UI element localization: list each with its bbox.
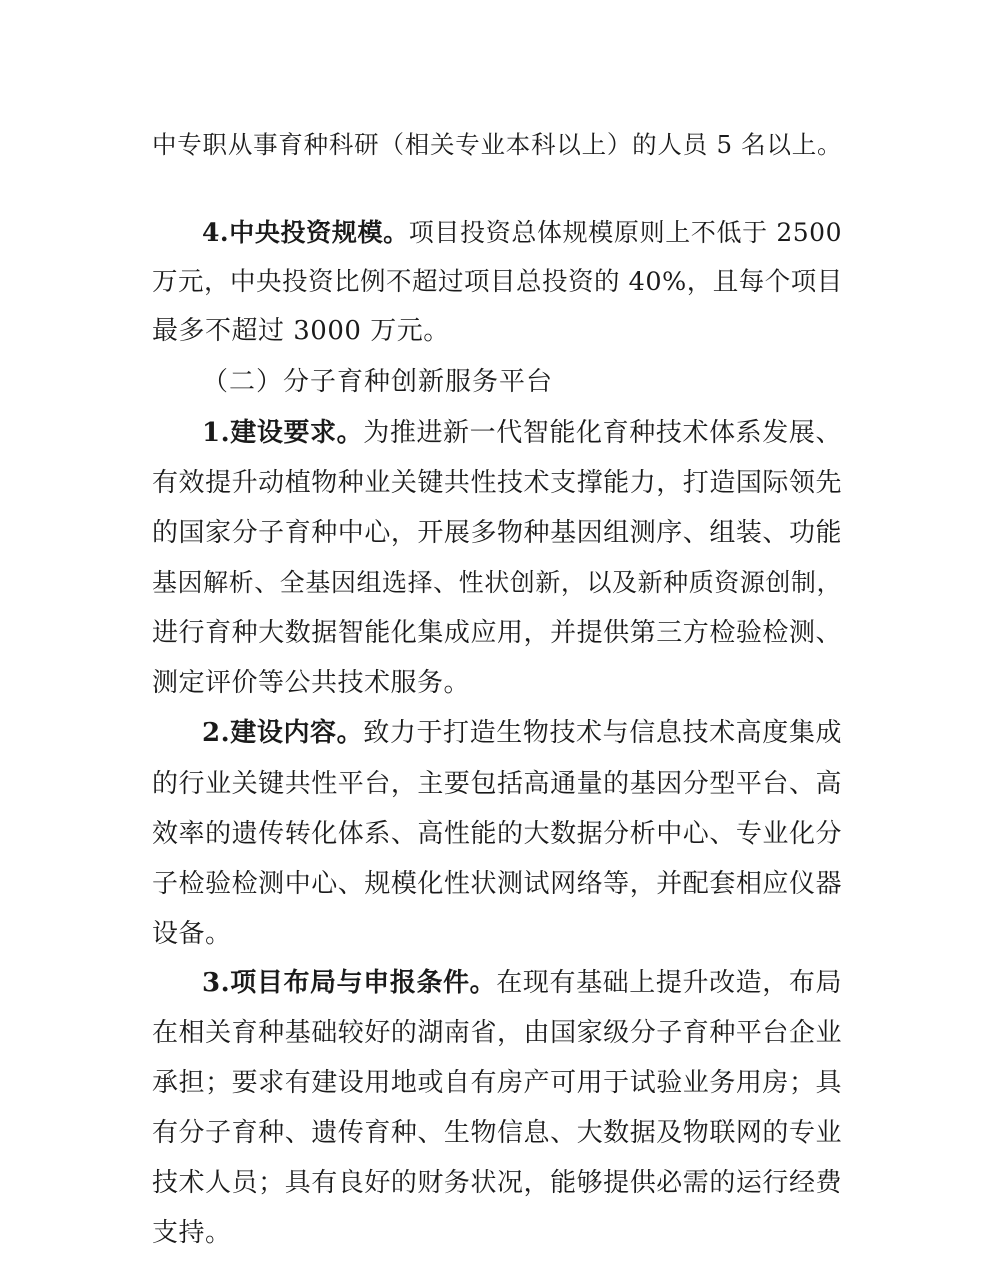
section4-line-2 [152, 265, 842, 299]
para1-line-4 [152, 566, 842, 600]
para3-text: 支持。 [152, 1218, 232, 1248]
para2-line-3 [152, 817, 842, 851]
para3-line-1 [202, 966, 842, 1000]
para3-line-2 [152, 1016, 842, 1050]
para1-line-1 [202, 416, 842, 450]
para1-line-2 [152, 466, 842, 500]
para3-line-5 [152, 1166, 842, 1200]
para2-line-4 [152, 867, 842, 901]
para1-text: 有效提升动植物种业关键共性技术支撑能力，打造国际领先 [152, 468, 842, 498]
section4-text: 项目投资总体规模原则上不低于 2500 [408, 218, 842, 247]
para3-text: 承担；要求有建设用地或自有房产可用于试验业务用房；具 [152, 1068, 842, 1098]
para1-line-5 [152, 616, 842, 650]
para1-text: 基因解析、全基因组选择、性状创新，以及新种质资源创制， [152, 568, 842, 597]
para3-line-6 [152, 1216, 232, 1250]
para3-heading: 3.项目布局与申报条件。 [202, 968, 497, 998]
para3-text: 有分子育种、遗传育种、生物信息、大数据及物联网的专业 [152, 1118, 842, 1148]
para1-text: 为推进新一代智能化育种技术体系发展、 [363, 418, 842, 448]
section4-text: 万元，中央投资比例不超过项目总投资的 40%，且每个项目 [152, 267, 843, 297]
para2-line-5 [152, 917, 232, 951]
para2-text: 子检验检测中心、规模化性状测试网络等，并配套相应仪器 [152, 869, 842, 899]
section4-line-1 [202, 216, 842, 250]
para2-text: 设备。 [152, 919, 232, 949]
para3-text: 技术人员；具有良好的财务状况，能够提供必需的运行经费 [152, 1168, 842, 1198]
section4-line-3 [152, 314, 450, 348]
para3-line-4 [152, 1116, 842, 1150]
para3-text: 在相关育种基础较好的湖南省，由国家级分子育种平台企业 [152, 1018, 842, 1048]
para1-line-3 [152, 516, 842, 550]
para1-line-6 [152, 666, 470, 700]
para1-text: 的国家分子育种中心，开展多物种基因组测序、组装、功能 [152, 518, 842, 548]
para2-heading: 2.建设内容。 [202, 718, 364, 748]
para2-line-1 [202, 716, 842, 750]
para3-text: 在现有基础上提升改造，布局 [496, 968, 842, 998]
para2-text: 致力于打造生物技术与信息技术高度集成 [363, 718, 842, 748]
section4-heading: 4.中央投资规模。 [202, 218, 409, 247]
para1-text: 进行育种大数据智能化集成应用，并提供第三方检验检测、 [152, 618, 842, 648]
para1-text: 测定评价等公共技术服务。 [152, 668, 471, 698]
continuation-text: 中专职从事育种科研（相关专业本科以上）的人员 5 名以上。 [152, 130, 842, 159]
para2-text: 的行业关键共性平台，主要包括高通量的基因分型平台、高 [152, 769, 842, 799]
para1-heading: 1.建设要求。 [202, 418, 364, 448]
continuation-line [152, 128, 842, 162]
para3-line-3 [152, 1066, 842, 1100]
section4-text: 最多不超过 3000 万元。 [152, 316, 450, 346]
para2-line-2 [152, 767, 842, 801]
section-heading-two: （二）分子育种创新服务平台 [202, 367, 554, 397]
para2-text: 效率的遗传转化体系、高性能的大数据分析中心、专业化分 [152, 819, 842, 849]
